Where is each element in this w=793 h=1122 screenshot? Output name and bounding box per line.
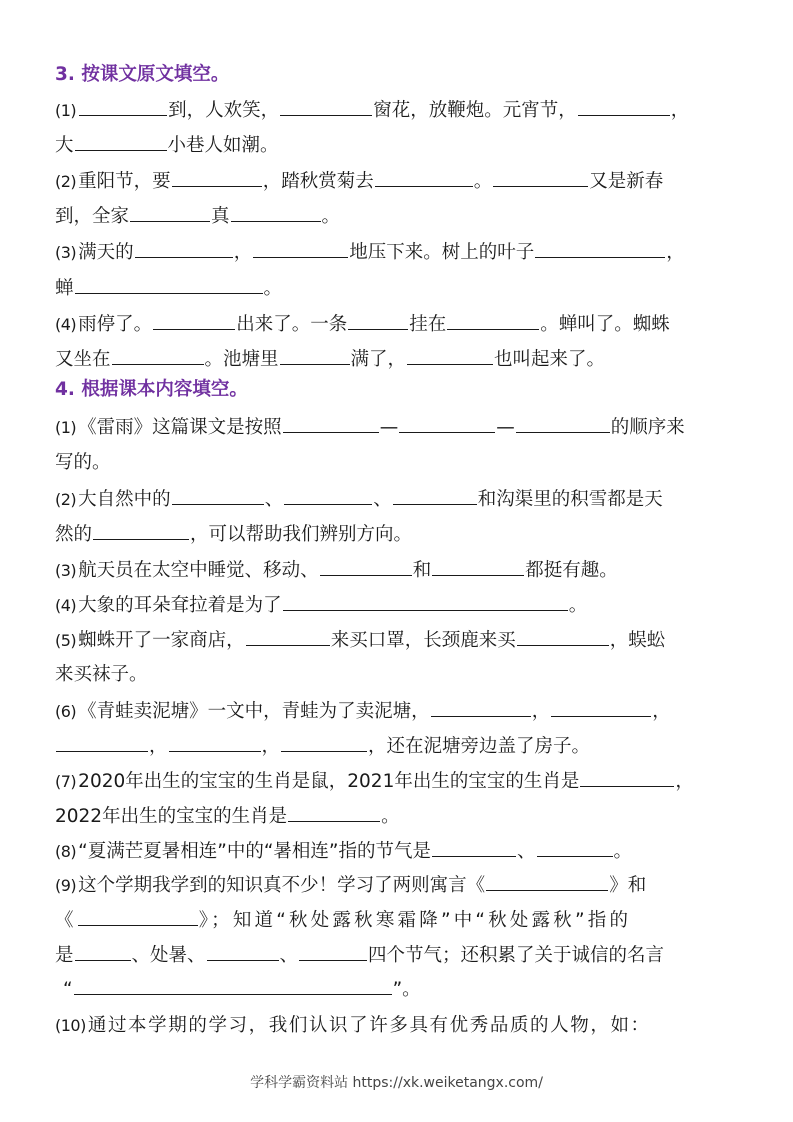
question-text: ， [531,701,551,722]
answer-blank[interactable] [320,557,412,576]
question-text: ， [675,771,694,792]
question-text: 。 [568,595,588,616]
answer-blank[interactable] [432,838,516,857]
answer-blank[interactable] [283,414,379,433]
answer-blank[interactable] [153,311,235,330]
question-text: 、 [517,841,536,862]
question-text: — [496,417,515,438]
question-text: ， [233,242,253,263]
item-number: (10) [55,1016,86,1035]
question-text: ， [670,100,690,121]
question-text: 到，人欢笑， [168,100,280,121]
answer-blank[interactable] [280,346,350,365]
s3-item-4-line-1 [55,311,741,338]
s4-item-3 [55,557,741,584]
question-text: 蜘蛛开了一家商店， [78,630,245,651]
s3-item-3-line-2 [55,275,741,302]
answer-blank[interactable] [93,521,189,540]
question-text: 》和 [609,875,647,896]
answer-blank[interactable] [56,733,148,752]
question-text: 、 [279,945,299,966]
question-text: 满天的 [78,242,134,263]
item-number: (1) [55,418,77,437]
question-text: ， [666,242,685,263]
s4-item-1-line-1 [55,414,741,441]
item-number: (2) [55,490,77,509]
s4-item-9-line-3 [55,942,741,969]
question-text: 挂在 [409,314,447,335]
question-text: 》；知道“秋处露秋寒霜降”中“秋处露秋”指的 [198,910,632,931]
question-text: ，蜈蚣 [609,630,666,651]
question-text: 和沟渠里的积雪都是天 [477,489,663,510]
answer-blank[interactable] [399,414,495,433]
item-number: (1) [55,101,77,120]
answer-blank[interactable] [112,346,204,365]
s4-item-2-line-1 [55,486,741,513]
answer-blank[interactable] [283,592,568,611]
item-number: (9) [55,876,77,895]
item-number: (4) [55,315,77,334]
answer-blank[interactable] [78,907,198,926]
answer-blank[interactable] [551,698,651,717]
item-number: (2) [55,172,77,191]
item-number: (3) [55,561,77,580]
question-text: 。蝉叫了。蜘蛛 [540,314,670,335]
answer-blank[interactable] [431,698,531,717]
question-text: 《青蛙卖泥塘》一文中，青蛙为了卖泥塘， [78,701,430,722]
s4-item-5-line-2 [55,662,741,688]
answer-blank[interactable] [393,486,477,505]
s3-item-2-line-2 [55,203,741,230]
answer-blank[interactable] [447,311,539,330]
s4-item-7-line-2 [55,803,741,830]
question-text: “夏满芒夏暑相连”中的“暑相连”指的节气是 [78,841,432,862]
answer-blank[interactable] [172,168,262,187]
s4-item-1-line-2 [55,450,741,476]
question-text: 来买袜子。 [55,664,148,685]
answer-blank[interactable] [281,733,367,752]
question-text: 也叫起来了。 [494,349,606,370]
answer-blank[interactable] [288,803,380,822]
question-text: 真 [211,206,230,227]
question-text: 通过本学期的学习，我们认识了许多具有优秀品质的人物，如： [87,1015,651,1036]
question-text: ，踏秋赏菊去 [262,171,374,192]
item-number: (6) [55,702,77,721]
item-number: (7) [55,772,77,791]
question-text: 。 [473,171,493,192]
s4-item-7-line-1 [55,768,741,795]
question-text: 这个学期我学到的知识真不少！学习了两则寓言《 [78,875,486,896]
s4-item-4 [55,592,741,619]
question-text: 。 [263,278,283,299]
answer-blank[interactable] [299,942,367,961]
s3-item-2-line-1 [55,168,741,195]
answer-blank[interactable] [231,203,321,222]
question-text: 。 [613,841,633,862]
answer-blank[interactable] [169,733,261,752]
answer-blank[interactable] [75,132,167,151]
s4-item-5-line-1 [55,627,741,654]
s3-item-3-line-1 [55,239,741,266]
question-text: 四个节气；还积累了关于诚信的名言 [368,945,665,966]
question-text: “ [63,979,73,1000]
question-text: 航天员在太空中睡觉、移动、 [78,560,319,581]
answer-blank[interactable] [432,557,524,576]
item-number: (5) [55,631,77,650]
question-text: 重阳节，要 [78,171,171,192]
question-text: 写的。 [55,452,111,473]
answer-blank[interactable] [135,239,233,258]
question-text: 出来了。一条 [236,314,348,335]
s3-item-1-line-2 [55,132,741,159]
question-text: 又是新春 [589,171,664,192]
answer-blank[interactable] [280,97,372,116]
answer-blank[interactable] [407,346,493,365]
s4-item-10 [55,1013,741,1039]
question-text: 。 [381,806,400,827]
question-text: 大 [55,135,74,156]
s4-item-6-line-2 [55,733,741,760]
question-text: 都挺有趣。 [525,560,618,581]
question-text: ，还在泥塘旁边盖了房子。 [368,736,591,757]
question-text: 来买口罩，长颈鹿来买 [330,630,516,651]
answer-blank[interactable] [493,168,588,187]
s3-item-1-line-1 [55,97,741,124]
question-text: ，可以帮助我们辨别方向。 [190,524,413,545]
question-text: — [379,417,399,438]
question-text: 、处暑、 [131,945,206,966]
question-text: ， [261,736,281,757]
question-text: 2022年出生的宝宝的生肖是 [55,806,288,827]
answer-blank[interactable] [516,414,610,433]
question-text: 大象的耳朵耷拉着是为了 [78,595,282,616]
s4-item-9-line-2 [55,907,741,934]
question-text: 然的 [55,524,93,545]
answer-blank[interactable] [580,768,674,787]
s3-item-4-line-2 [55,346,741,373]
question-text: ， [149,736,168,757]
question-text: 窗花，放鞭炮。元宵节， [373,100,577,121]
s4-item-8 [55,838,741,865]
question-text: 是 [55,945,74,966]
item-number: (8) [55,842,77,861]
question-text: 到，全家 [55,206,130,227]
s4-item-9-line-1 [55,872,741,899]
question-text: 又坐在 [55,349,111,370]
question-text: 的顺序来 [610,417,685,438]
answer-blank[interactable] [253,239,348,258]
question-text: 《 [55,910,77,931]
question-text: 、 [373,489,392,510]
answer-blank[interactable] [578,97,670,116]
question-text: ”。 [392,979,421,1000]
s4-item-6-line-1 [55,698,741,725]
question-text: 和 [412,560,432,581]
question-text: 、 [264,489,284,510]
answer-blank[interactable] [284,486,372,505]
answer-blank[interactable] [535,239,665,258]
question-text: 2020年出生的宝宝的生肖是鼠，2021年出生的宝宝的生肖是 [78,771,580,792]
answer-blank[interactable] [348,311,408,330]
question-text: 蝉 [55,278,74,299]
s4-item-9-line-4 [55,976,741,1003]
answer-blank[interactable] [486,872,608,891]
answer-blank[interactable] [75,275,263,294]
question-text: 小巷人如潮。 [167,135,279,156]
answer-blank[interactable] [517,627,609,646]
answer-blank[interactable] [172,486,264,505]
section-3-heading: 3. 按课文原文填空。 [55,64,230,85]
section-4-heading: 4. 根据课本内容填空。 [55,379,248,400]
answer-blank[interactable] [130,203,210,222]
answer-blank[interactable] [75,942,131,961]
question-text: 满了， [350,349,407,370]
answer-blank[interactable] [246,627,330,646]
question-text: 。 [321,206,341,227]
footer-watermark: 学科学霸资料站 https://xk.weiketangx.com/ [250,1075,543,1091]
question-text: 地压下来。树上的叶子 [349,242,535,263]
answer-blank[interactable] [207,942,279,961]
answer-blank[interactable] [375,168,473,187]
answer-blank[interactable] [74,976,392,995]
item-number: (4) [55,596,77,615]
item-number: (3) [55,243,77,262]
s4-item-2-line-2 [55,521,741,548]
answer-blank[interactable] [79,97,167,116]
question-text: ， [652,701,671,722]
question-text: 雨停了。 [78,314,153,335]
answer-blank[interactable] [537,838,613,857]
question-text: 《雷雨》这篇课文是按照 [78,417,282,438]
question-text: 大自然中的 [78,489,171,510]
question-text: 。池塘里 [204,349,279,370]
